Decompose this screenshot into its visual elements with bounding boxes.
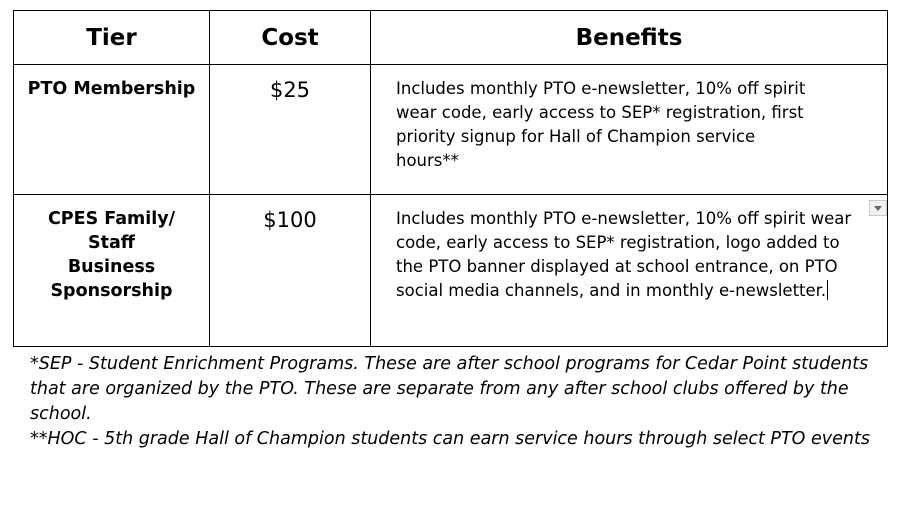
benefits-text: Includes monthly PTO e-newsletter, 10% off spirit wear code, early access to SEP* registration, logo added to the PTO banner displayed at school entrance, on PTO social media channels, and in monthly e-newsletter.	[396, 209, 852, 300]
tier-name: PTO Membership	[27, 79, 196, 99]
tier-name-line: CPES Family/	[47, 209, 176, 229]
header-benefits: Benefits	[371, 11, 888, 65]
tier-name-line: Staff	[88, 233, 135, 253]
cost-cell[interactable]	[210, 195, 371, 347]
tier-cell[interactable]	[14, 65, 210, 195]
benefits-cell[interactable]	[371, 65, 888, 195]
tier-name-line: Business	[67, 257, 156, 277]
footnotes	[30, 352, 890, 452]
cost-cell[interactable]	[210, 65, 371, 195]
benefits-cell[interactable]	[371, 195, 888, 347]
header-tier: Tier	[14, 11, 210, 65]
table-row	[14, 195, 888, 347]
footnote-sep: *SEP - Student Enrichment Programs. These are after school programs for Cedar Point students that are organized by the PTO. These are separate from any after school clubs offered by the school.	[30, 354, 869, 424]
header-cost: Cost	[210, 11, 371, 65]
tier-name-line: Sponsorship	[50, 281, 173, 301]
cell-dropdown-icon[interactable]	[869, 200, 887, 216]
table-header-row	[14, 11, 888, 65]
cost-value: $25	[269, 78, 311, 102]
footnote-hoc: **HOC - 5th grade Hall of Champion students can earn service hours through select PTO events	[30, 429, 870, 449]
benefits-text: Includes monthly PTO e-newsletter, 10% off spirit wear code, early access to SEP* registration, first priority signup for Hall of Champion service hours**	[396, 79, 806, 170]
tier-table	[13, 10, 888, 347]
cost-value: $100	[263, 208, 317, 232]
tier-cell[interactable]	[14, 195, 210, 347]
text-cursor	[827, 280, 828, 300]
table-row	[14, 65, 888, 195]
